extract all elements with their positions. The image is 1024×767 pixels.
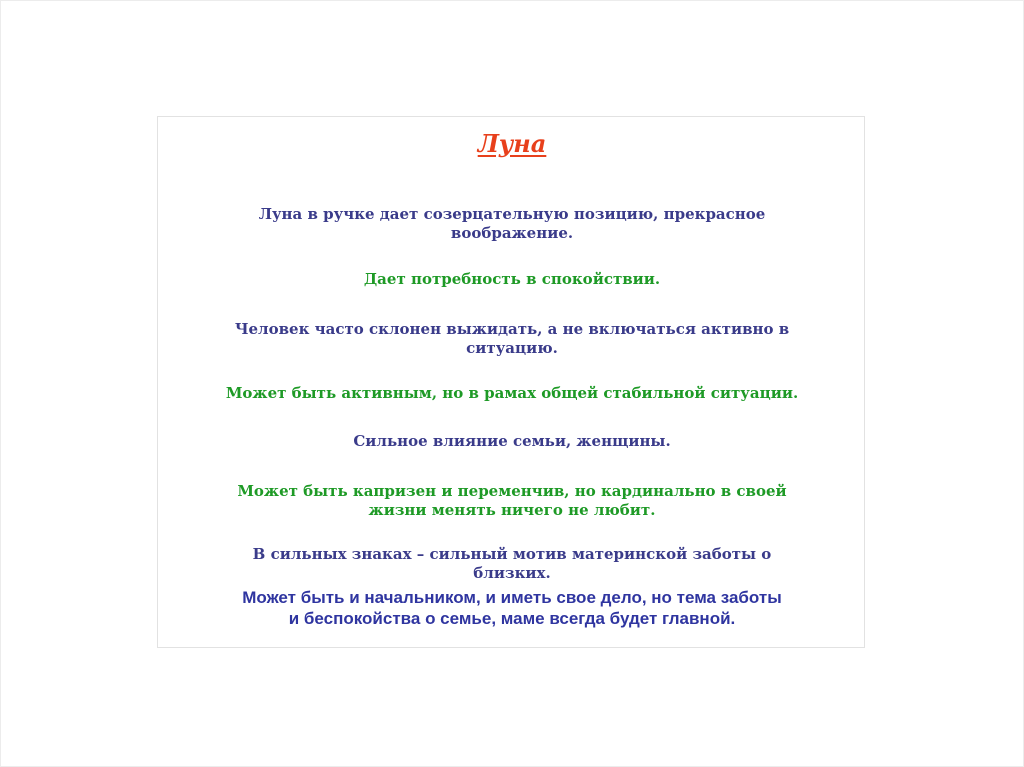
paragraph-family-influence [158, 432, 866, 451]
slide-card [157, 116, 865, 648]
paragraph-calm-need [158, 270, 866, 289]
paragraph-boss-family [158, 587, 866, 629]
paragraph-pen-moon [158, 205, 866, 243]
paragraph-line: В сильных знаках – сильный мотив материнской заботы о [252, 545, 772, 563]
paragraph-line: Может быть капризен и переменчив, но кардинально в своей [237, 482, 787, 500]
paragraph-waiting [158, 320, 866, 358]
paragraph-line: Сильное влияние семьи, женщины. [353, 432, 671, 450]
paragraph-line: близких. [473, 564, 551, 582]
paragraph-line: Человек часто склонен выжидать, а не включаться активно в [234, 320, 790, 338]
paragraph-line: Может быть активным, но в рамах общей стабильной ситуации. [225, 384, 799, 402]
paragraph-capricious [158, 482, 866, 520]
paragraph-active-stable [158, 384, 866, 403]
paragraph-line: и беспокойства о семье, маме всегда будет главной. [288, 609, 736, 628]
paragraph-line: воображение. [450, 224, 574, 242]
paragraph-line: жизни менять ничего не любит. [368, 501, 656, 519]
slide-title: Луна [477, 129, 547, 158]
paragraph-line: ситуацию. [466, 339, 558, 357]
paragraph-line: Может быть и начальником, и иметь свое дело, но тема заботы [242, 588, 782, 607]
paragraph-line: Луна в ручке дает созерцательную позицию, прекрасное [258, 205, 766, 223]
paragraph-strong-signs [158, 545, 866, 583]
paragraph-line: Дает потребность в спокойствии. [363, 270, 661, 288]
